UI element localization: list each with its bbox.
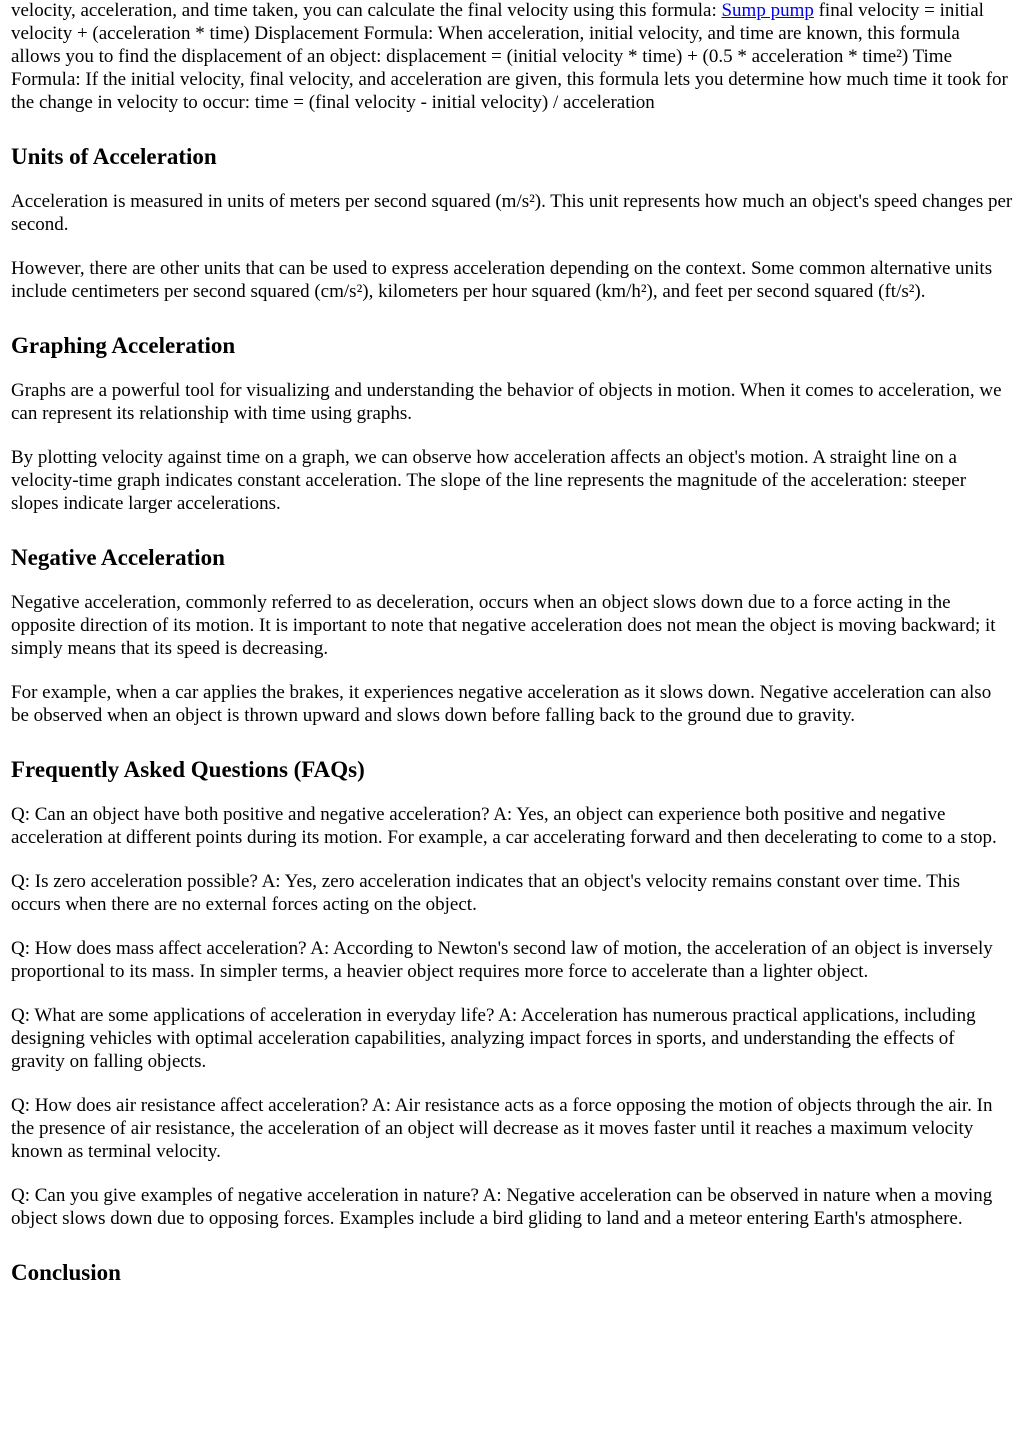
faq-item: Q: Is zero acceleration possible? A: Yes, zero acceleration indicates that an object's velocity remains constant over time. This occurs when there are no external forces acting on the object. [11,871,961,915]
units-paragraph-1: Acceleration is measured in units of meters per second squared (m/s²). This unit represents how much an object's speed changes per second. [11,191,1013,235]
graphing-paragraph-2: By plotting velocity against time on a graph, we can observe how acceleration affects an object's motion. A straight line on a velocity-time graph indicates constant acceleration. The slope of the line represents the magnitude of the acceleration: steeper slopes indicate larger accelerations. [11,447,967,514]
faq-item: Q: Can you give examples of negative acceleration in nature? A: Negative acceleration can be observed in nature when a moving object slows down due to opposing forces. Examples include a bird gliding to land and a meteor entering Earth's atmosphere. [11,1185,993,1229]
graphing-heading: Graphing Acceleration [11,333,236,358]
units-heading: Units of Acceleration [11,144,217,169]
units-paragraph-2: However, there are other units that can be used to express acceleration depending on the context. Some common alternative units include centimeters per second squared (cm/s²), kilometers per hour squared (km/h²), and feet per second squared (ft/s²). [11,258,993,302]
faq-heading: Frequently Asked Questions (FAQs) [11,757,365,782]
sump-pump-link[interactable]: Sump pump [721,0,814,21]
negative-paragraph-1: Negative acceleration, commonly referred to as deceleration, occurs when an object slows down due to a force acting in the opposite direction of its motion. It is important to note that negative acceleration does not mean the object is moving backward; it simply means that its speed is decreasing. [11,592,996,659]
graphing-paragraph-1: Graphs are a powerful tool for visualizing and understanding the behavior of objects in motion. When it comes to acceleration, we can represent its relationship with time using graphs. [11,380,1002,424]
faq-item: Q: What are some applications of acceleration in everyday life? A: Acceleration has numerous practical applications, including designing vehicles with optimal acceleration capabilities, analyzing impact forces in sports, and understanding the effects of gravity on falling objects. [11,1005,976,1072]
faq-item: Q: How does mass affect acceleration? A: According to Newton's second law of motion, the acceleration of an object is inversely proportional to its mass. In simpler terms, a heavier object requires more force to accelerate than a lighter object. [11,938,993,982]
faq-item: Q: How does air resistance affect acceleration? A: Air resistance acts as a force opposing the motion of objects through the air. In the presence of air resistance, the acceleration of an object will decrease as it moves faster until it reaches a maximum velocity known as terminal velocity. [11,1095,993,1162]
negative-heading: Negative Acceleration [11,545,225,570]
intro-text-before-link: velocity, acceleration, and time taken, you can calculate the final velocity using this formula: [11,0,722,21]
negative-paragraph-2: For example, when a car applies the brakes, it experiences negative acceleration as it slows down. Negative acceleration can also be observed when an object is thrown upward and slows down before falling back to the ground due to gravity. [11,682,992,726]
intro-paragraph [11,0,1013,114]
faq-item: Q: Can an object have both positive and negative acceleration? A: Yes, an object can experience both positive and negative acceleration at different points during its motion. For example, a car accelerating forward and then decelerating to come to a stop. [11,804,997,848]
intro-text-after-link: final velocity = initial velocity + (acceleration * time) Displacement Formula: When acceleration, initial velocity, and time are known, this formula allows you to find the displacement of an object: displacement = (initial velocity * time) + (0.5 * acceleration * time²) Time Formula: If the initial velocity, final velocity, and acceleration are given, this formula lets you determine how much time it took for the change in velocity to occur: time = (final velocity - initial velocity) / acceleration [11,0,1008,113]
conclusion-heading: Conclusion [11,1260,121,1285]
